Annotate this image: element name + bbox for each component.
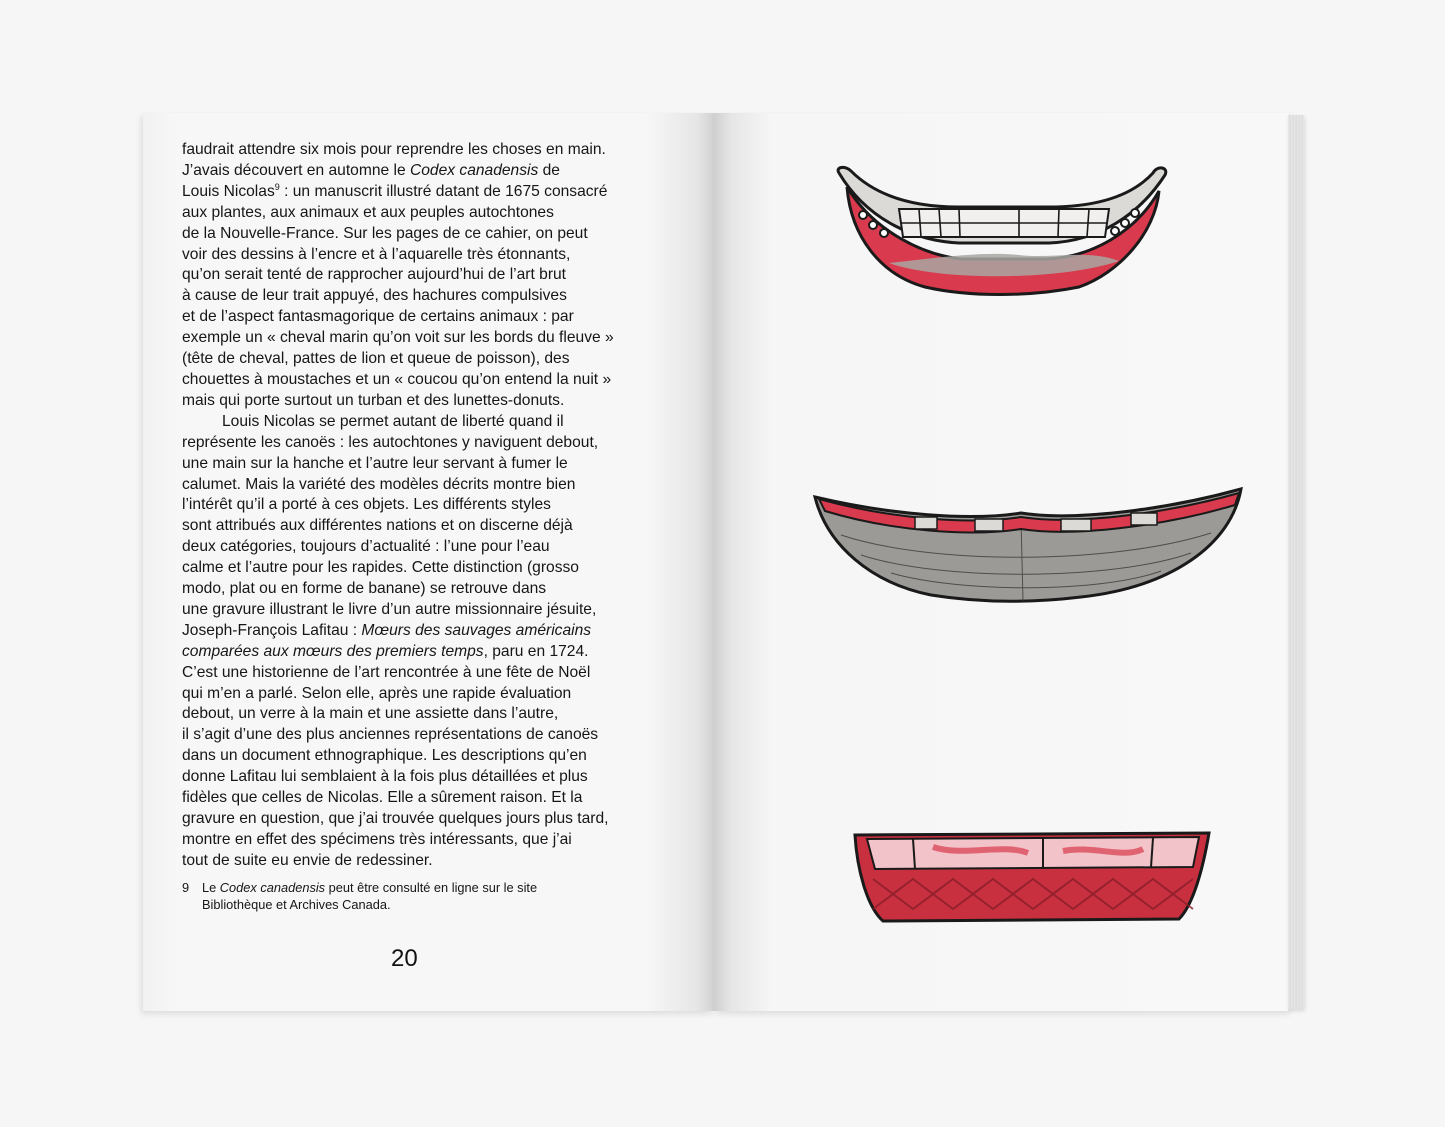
text-line: J’avais découvert en automne le Codex canadensis de [182,161,560,179]
text-line: chouettes à moustaches et un « coucou qu’on entend la nuit » [182,370,612,388]
text-line: qu’on serait tenté de rapprocher aujourd’hui de l’art brut [182,266,567,284]
page-edges [1288,115,1304,1009]
text-line: montre en effet des spécimens très intéressants, que j’ai [182,830,572,848]
text-line: Joseph-François Lafitau : Mœurs des sauvages américains [182,621,592,639]
text-line: faudrait attendre six mois pour reprendre les choses en main. [182,141,606,158]
right-page [714,113,1288,1011]
canoe-rapids-icon [811,485,1247,607]
book-title: comparées aux mœurs des premiers temps [182,642,484,660]
text-line: calme et l’autre pour les rapides. Cette distinction (grosso [182,559,579,577]
open-book [143,113,1305,1011]
text-line: il s’agit d’une des plus anciennes représentations de canoës [182,726,599,744]
text-line: donne Lafitau lui semblaient à la fois plus détaillées et plus [182,768,588,786]
page-number: 20 [391,945,418,972]
canoe-banana-icon [829,163,1173,303]
text-line: de la Nouvelle-France. Sur les pages de ce cahier, on peut [182,224,588,242]
book-title: Codex canadensis [219,880,326,895]
footnote-ref: 9 [274,181,280,192]
text-line: (tête de cheval, pattes de lion et queue de poisson), des [182,350,570,368]
text-line: représente les canoës : les autochtones y naviguent debout, [182,433,599,451]
text-line: l’intérêt qu’il a porté à ces objets. Les différents styles [182,496,551,514]
book-title: Mœurs des sauvages américains [361,621,592,639]
text-line: dans un document ethnographique. Les descriptions qu’en [182,747,587,765]
text-line: Louis Nicolas se permet autant de liberté quand il [222,412,564,430]
canoe-flat-icon [853,829,1215,925]
text-line: gravure en question, que j’ai trouvée quelques jours plus tard, [182,810,609,827]
body-text [182,140,634,872]
text-line: comparées aux mœurs des premiers temps, paru en 1724. [182,642,589,660]
text-line: qui m’en a parlé. Selon elle, après une rapide évaluation [182,684,572,702]
footnote-number: 9 [182,880,190,895]
text-line: fidèles que celles de Nicolas. Elle a sûrement raison. Et la [182,789,583,807]
text-line: à cause de leur trait appuyé, des hachures compulsives [182,287,567,305]
text-line: exemple un « cheval marin qu’on voit sur les bords du fleuve » [182,329,614,347]
text-line: Louis Nicolas$^9$ : un manuscrit illustré datant de 1675 consacré [182,181,608,200]
text-line: modo, plat ou en forme de banane) se retrouve dans [182,580,547,598]
text-line: une main sur la hanche et l’autre leur servant à fumer le [182,454,568,472]
text-line: mais qui porte surtout un turban et des lunettes-donuts. [182,391,565,409]
text-line: aux plantes, aux animaux et aux peuples autochtones [182,203,554,221]
text-line: une gravure illustrant le livre d’un autre missionnaire jésuite, [182,600,597,618]
text-line: C’est une historienne de l’art rencontrée à une fête de Noël [182,663,591,681]
footnote-text: Le Codex canadensis peut être consulté en ligne sur le site Bibliothèque et Archives Canada. [202,880,538,912]
left-page [143,113,714,1011]
text-line: et de l’aspect fantasmagorique de certains animaux : par [182,308,574,326]
text-line: sont attribués aux différentes nations et on discerne déjà [182,517,573,535]
text-line: voir des dessins à l’encre et à l’aquarelle très étonnants, [182,245,571,263]
text-line: debout, un verre à la main et une assiette dans l’autre, [182,705,559,723]
text-line: tout de suite eu envie de redessiner. [182,851,433,869]
text-line: deux catégories, toujours d’actualité : l’une pour l’eau [182,538,550,556]
text-line: calumet. Mais la variété des modèles décrits montre bien [182,475,576,493]
book-title: Codex canadensis [409,161,539,179]
